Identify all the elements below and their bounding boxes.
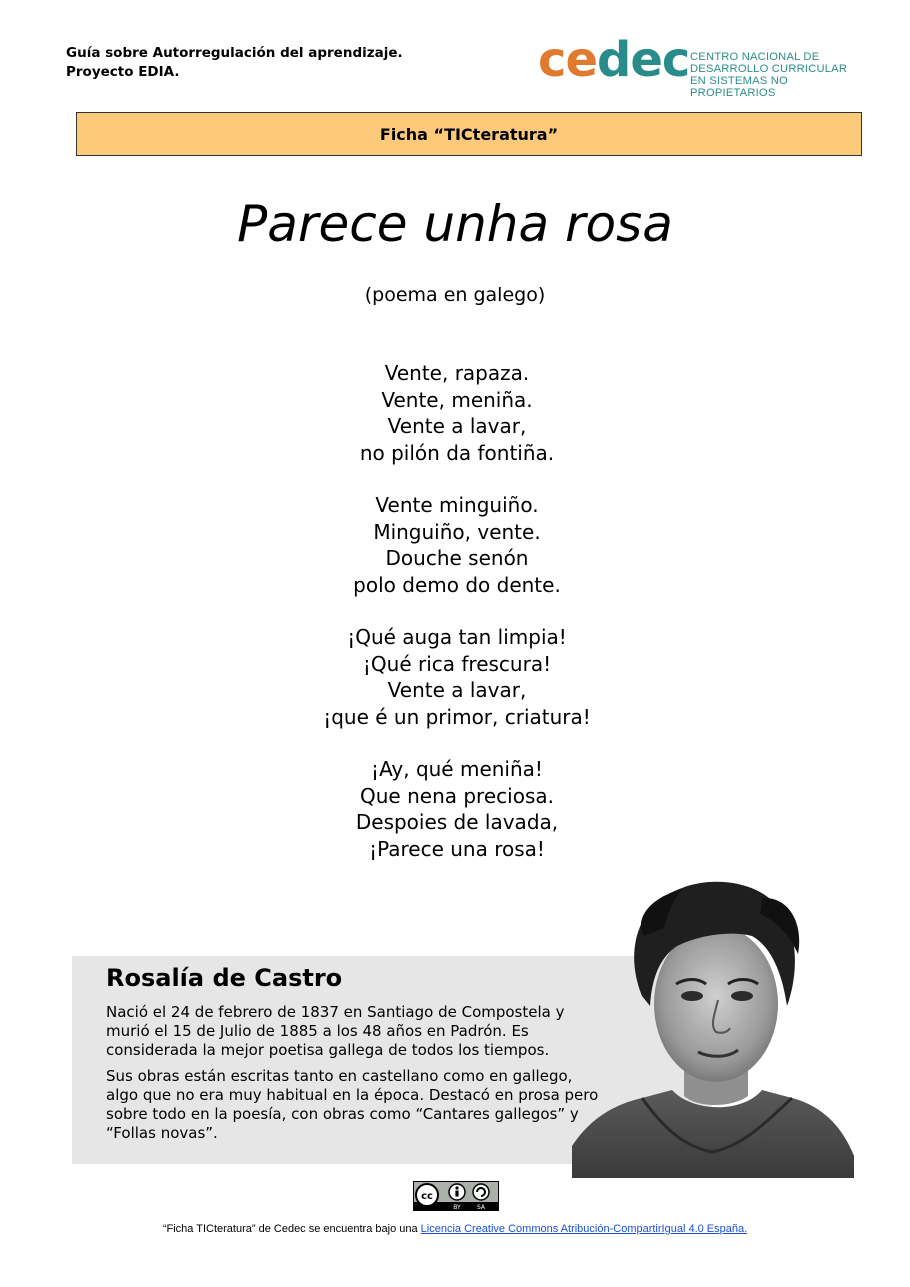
poem-stanza bbox=[0, 360, 910, 466]
poem-line: Douche senón bbox=[385, 546, 529, 570]
poem-body bbox=[0, 360, 910, 888]
cedec-logo bbox=[538, 32, 868, 99]
header-guide-title: Guía sobre Autorregulación del aprendizaje. bbox=[66, 45, 403, 61]
footer-text: “Ficha TICteratura” de Cedec se encuentra bajo una bbox=[162, 1223, 421, 1235]
logo-sub-line-3: EN SISTEMAS NO PROPIETARIOS bbox=[690, 75, 788, 99]
poem-line: ¡Parece una rosa! bbox=[369, 836, 545, 861]
poem-line: ¡Ay, qué meniña! bbox=[371, 757, 543, 781]
poem-line: Vente minguiño. bbox=[375, 493, 539, 517]
poem-subtitle: (poema en galego) bbox=[364, 284, 546, 306]
license-footer bbox=[0, 1223, 910, 1235]
poem-line: ¡Qué rica frescura! bbox=[362, 651, 552, 676]
poem-stanza bbox=[0, 624, 910, 730]
poem-line: Que nena preciosa. bbox=[360, 783, 554, 808]
poem-line: Despoies de lavada, bbox=[355, 810, 559, 834]
license-link[interactable]: Licencia Creative Commons Atribución-CompartirIgual 4.0 España. bbox=[420, 1223, 748, 1235]
poem-line: no pilón da fontiña. bbox=[359, 440, 555, 465]
header-project: Proyecto EDIA. bbox=[66, 64, 180, 80]
poem-line: ¡que é un primor, criatura! bbox=[323, 704, 591, 729]
bio-paragraph-2: Sus obras están escritas tanto en castellano como en gallego, algo que no era muy habitual en la época. Destacó en prosa pero sobre todo en la poesía, con obras como “Cantares gallegos” y “Follas novas”. bbox=[106, 1067, 599, 1142]
logo-part-ce: ce bbox=[538, 32, 598, 88]
author-bio-text bbox=[106, 1003, 606, 1150]
poem-line: Vente, meniña. bbox=[381, 387, 533, 412]
author-portrait bbox=[572, 876, 854, 1178]
bio-paragraph-1: Nació el 24 de febrero de 1837 en Santiago de Compostela y murió el 15 de Julio de 1885 a los 48 años en Padrón. Es considerada la mejor poetisa gallega de todos los tiempos. bbox=[106, 1003, 565, 1059]
logo-part-dec: dec bbox=[597, 32, 690, 88]
poem-line: Minguiño, vente. bbox=[373, 519, 541, 544]
logo-sub-line-2: DESARROLLO CURRICULAR bbox=[690, 63, 848, 75]
cc-by-sa-badge[interactable] bbox=[413, 1181, 499, 1211]
poem-title: Parece unha rosa bbox=[237, 195, 673, 253]
poem-line: Vente a lavar, bbox=[387, 678, 527, 702]
poem-line: Vente, rapaza. bbox=[384, 361, 530, 385]
author-name: Rosalía de Castro bbox=[106, 964, 343, 992]
document-header bbox=[66, 44, 403, 82]
banner-label: Ficha “TICteratura” bbox=[379, 124, 559, 144]
poem-stanza bbox=[0, 492, 910, 598]
poem-line: ¡Qué auga tan limpia! bbox=[347, 625, 567, 649]
cedec-logo-word bbox=[538, 32, 689, 88]
svg-text:cc: cc bbox=[421, 1191, 433, 1202]
cc-by-sa-icon bbox=[414, 1182, 498, 1210]
cc-sa-label: SA bbox=[476, 1204, 486, 1210]
poem-stanza bbox=[0, 756, 910, 862]
poem-line: polo demo do dente. bbox=[353, 572, 561, 597]
logo-sub-line-1: CENTRO NACIONAL DE bbox=[690, 51, 820, 63]
cc-by-label: BY bbox=[453, 1204, 461, 1210]
sheet-banner bbox=[76, 112, 862, 156]
poem-line: Vente a lavar, bbox=[387, 414, 527, 438]
logo-subtitle bbox=[690, 51, 868, 99]
